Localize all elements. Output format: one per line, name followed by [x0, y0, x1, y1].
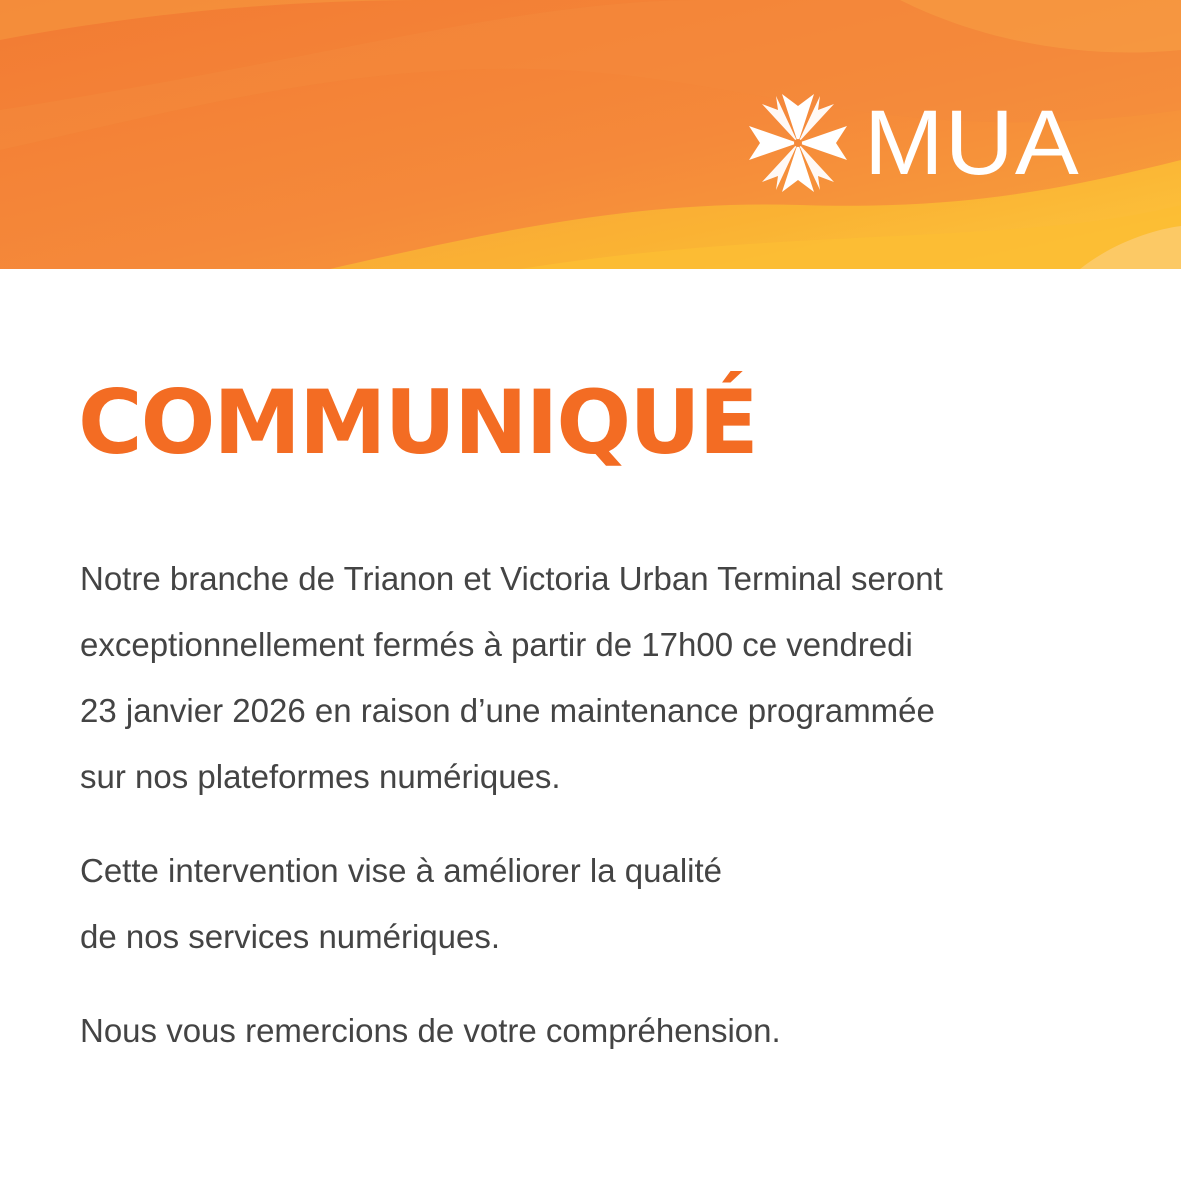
text-line: de nos services numériques. — [80, 918, 501, 955]
announcement-body — [80, 546, 1140, 1064]
mua-wordmark: MUA — [864, 92, 1080, 194]
text-line: exceptionnellement fermés à partir de 17h00 ce vendredi — [80, 626, 913, 663]
paragraph-purpose — [80, 838, 1140, 970]
text-line: sur nos plateformes numériques. — [80, 758, 561, 795]
header-banner — [0, 0, 1181, 269]
page-title: COMMUNIQUÉ — [78, 371, 757, 474]
mua-star-icon — [742, 88, 854, 198]
mua-logo — [742, 88, 1112, 198]
paragraph-thanks — [80, 998, 1140, 1064]
text-line: Notre branche de Trianon et Victoria Urban Terminal seront — [80, 560, 943, 597]
paragraph-closure — [80, 546, 1140, 810]
text-line: 23 janvier 2026 en raison d’une maintenance programmée — [80, 692, 935, 729]
text-line: Nous vous remercions de votre compréhension. — [80, 1012, 781, 1049]
text-line: Cette intervention vise à améliorer la qualité — [80, 852, 723, 889]
